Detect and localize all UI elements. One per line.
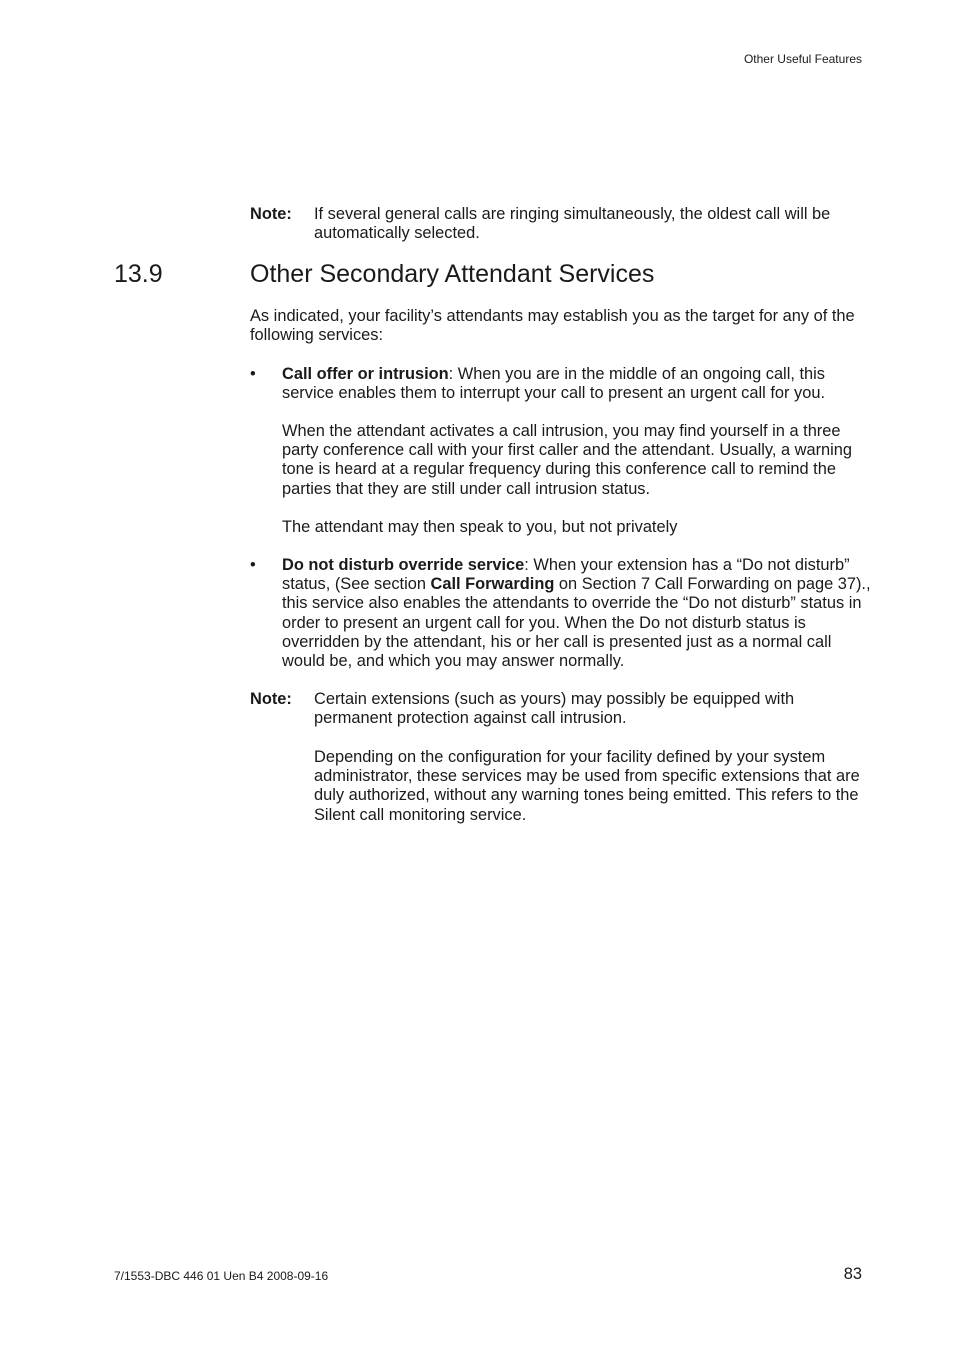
page-number: 83	[843, 1265, 862, 1283]
section-number: 13.9	[114, 260, 163, 288]
note-text: Depending on the configuration for your facility defined by your system administrator, these services may be used from specific extensions that are duly authorized, without any warning tones being emitted. This refers to the Silent call monitoring service.	[314, 748, 860, 824]
note-label: Note:	[250, 205, 292, 223]
bullet-paragraph: The attendant may then speak to you, but not privately	[282, 518, 678, 536]
note-label: Note:	[250, 690, 292, 708]
running-header: Other Useful Features	[743, 52, 862, 66]
section-title: Other Secondary Attendant Services	[250, 260, 655, 288]
bullet-item-call-offer	[282, 365, 872, 403]
footer-document-id: 7/1553-DBC 446 01 Uen B4 2008-09-16	[114, 1269, 329, 1283]
bullet-term: Call offer or intrusion	[282, 365, 449, 383]
intro-paragraph: As indicated, your facility’s attendants may establish you as the target for any of the following services:	[250, 307, 855, 345]
bullet-text: on Section 7 Call Forwarding on page 37)., this service also enables the attendants to override the “Do not disturb” status in order to present an urgent call for you. When the Do not disturb status is overridden by the attendant, his or her call is presented just as a normal call would be, and which you may answer normally.	[282, 575, 871, 671]
note-text: Certain extensions (such as yours) may possibly be equipped with permanent protection against call intrusion.	[314, 690, 795, 728]
bullet-text: : When you are in the middle of an ongoing call, this service enables them to interrupt your call to present an urgent call for you.	[282, 365, 825, 403]
bullet-item-do-not-disturb	[282, 556, 872, 671]
bullet-text: : When your extension has a “Do not disturb” status, (See section	[282, 556, 850, 594]
bullet-term: Do not disturb override service	[282, 556, 525, 574]
cross-reference-term: Call Forwarding	[430, 575, 555, 594]
bullet-paragraph: When the attendant activates a call intrusion, you may find yourself in a three party conference call with your first caller and the attendant. Usually, a warning tone is heard at a regular frequency during this conference call to remind the parties that they are still under call intrusion status.	[282, 422, 853, 498]
bullet-marker: •	[250, 556, 256, 574]
bullet-marker: •	[250, 365, 256, 383]
note-text: If several general calls are ringing simultaneously, the oldest call will be automatically selected.	[314, 205, 831, 243]
